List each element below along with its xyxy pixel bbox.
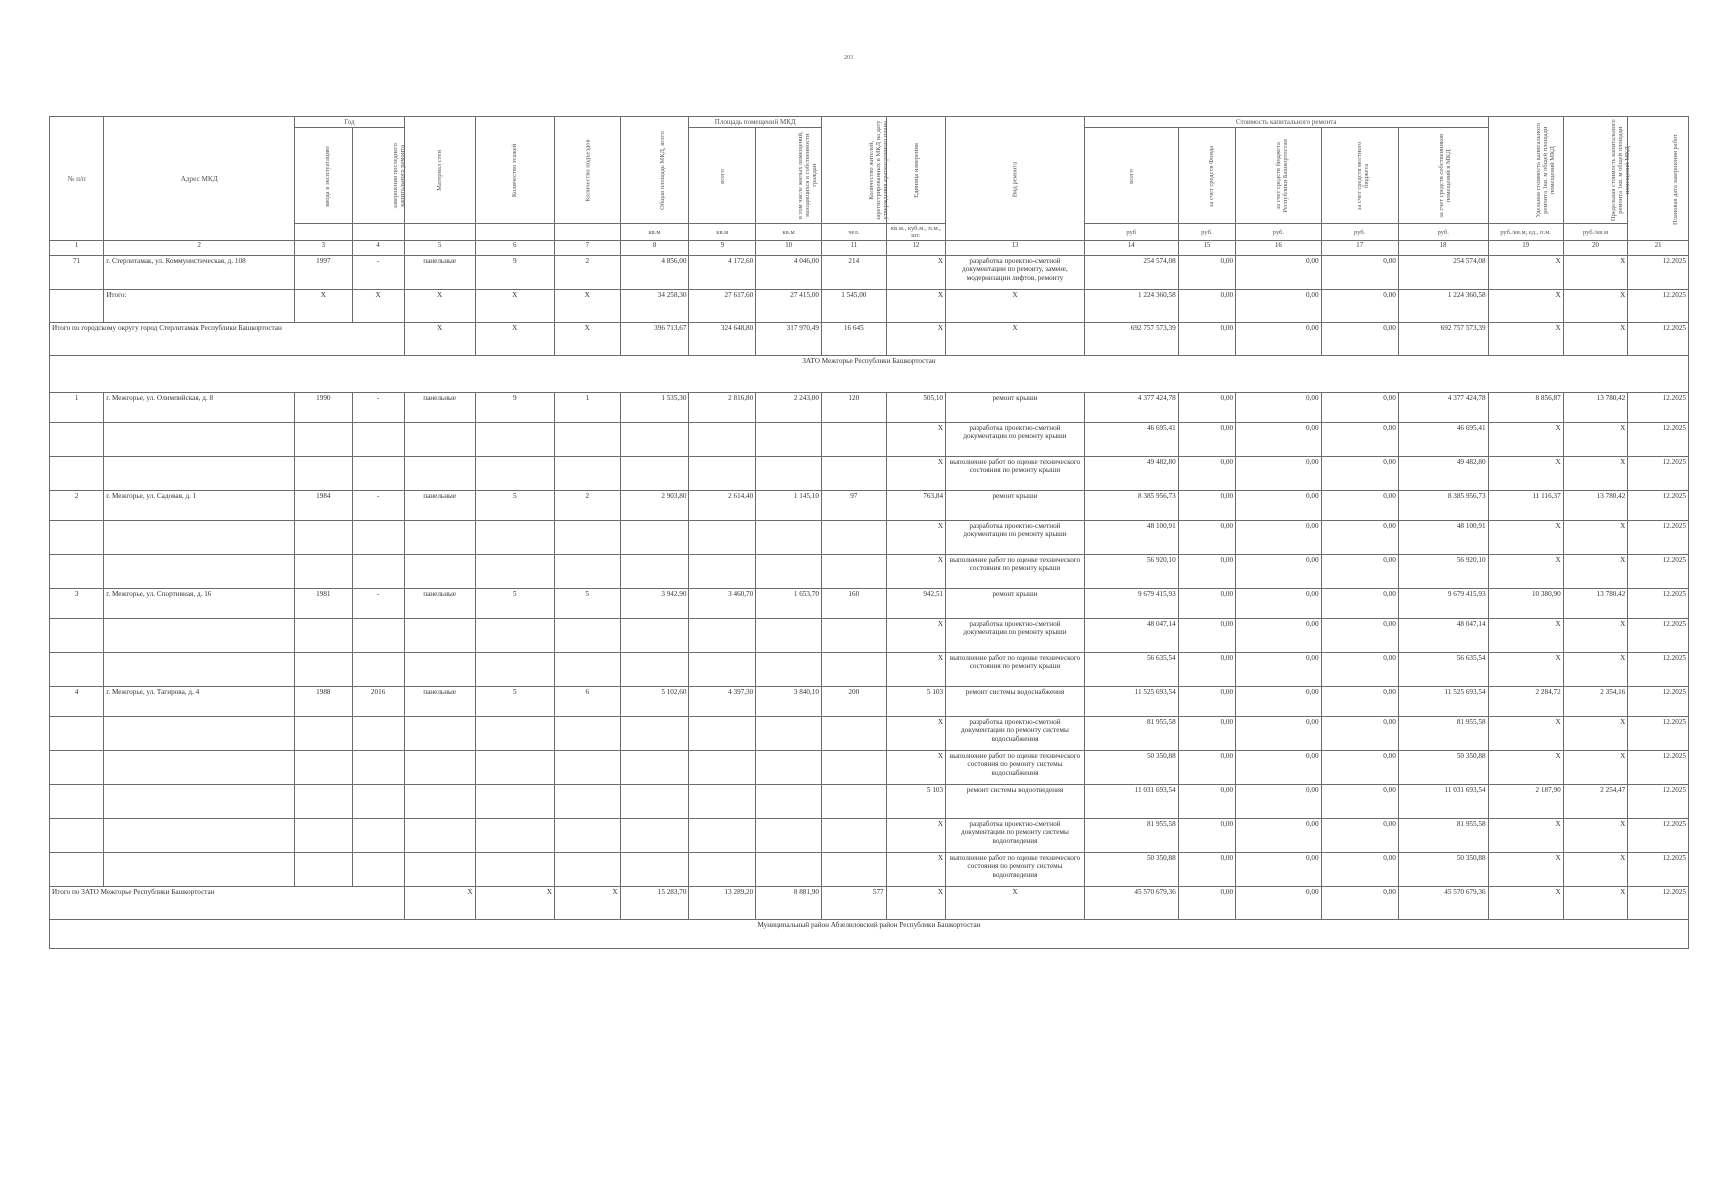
col-head-17: за счет средств местного бюджета bbox=[1321, 128, 1398, 224]
unit-10: кв.м bbox=[756, 224, 822, 241]
col-head-18: за счет средств собственников помещений в МКД bbox=[1398, 128, 1488, 224]
col-head-13: Вид ремонта bbox=[946, 117, 1085, 241]
table-row: 5 103 ремонт системы водоотведения 11 031 693,54 0,00 0,00 0,00 11 031 693,54 2 187,90 2 254,47 12.2025 bbox=[50, 785, 1689, 819]
col-head-10: в том числе жилых помещений, находящихся в собственности граждан bbox=[756, 128, 822, 224]
table-row: 71 г. Стерлитамак, ул. Коммунистическая, д. 108 1997 - панельные 9 2 4 856,00 4 172,60 4 046,00 214 X разработка проектно-сметной документации по ремонту, замене, модернизации лифтов, ремонту 254 574,08 0,00 0,00 0,00 254 574,08 X X 12.2025 bbox=[50, 256, 1689, 290]
col-head-7: Количество подъездов bbox=[554, 117, 620, 224]
unit-8: кв.м bbox=[620, 224, 689, 241]
col-head-3: ввода в эксплуатацию bbox=[295, 128, 352, 224]
unit-15: руб. bbox=[1178, 224, 1235, 241]
table-row: 3 г. Межгорье, ул. Спортивная, д. 16 1981 - панельные 5 5 3 942,90 3 460,70 1 653,70 160 942,51 ремонт крыши 9 679 415,93 0,00 0,00 0,00 9 679 415,93 10 380,90 13 780,42 12.2025 bbox=[50, 589, 1689, 619]
col-head-16: за счет средств бюджета Республики Башкортостан bbox=[1236, 128, 1322, 224]
col-group-year: Год bbox=[295, 117, 405, 128]
table-row: X выполнение работ по оценке технического состояния по ремонту системы водоснабжения 50 350,88 0,00 0,00 0,00 50 350,88 X X 12.2025 bbox=[50, 751, 1689, 785]
table-row: X разработка проектно-сметной документации по ремонту крыши 48 047,14 0,00 0,00 0,00 48 047,14 X X 12.2025 bbox=[50, 619, 1689, 653]
unit-18: руб. bbox=[1398, 224, 1488, 241]
col-head-1: № п/п bbox=[50, 117, 104, 241]
header-row-1 bbox=[50, 117, 1689, 128]
table-row: X выполнение работ по оценке технического состояния по ремонту крыши 56 920,10 0,00 0,00 0,00 56 920,10 X X 12.2025 bbox=[50, 555, 1689, 589]
col-head-12: Единица измерения bbox=[886, 117, 945, 224]
col-group-area: Площадь помещений МКД bbox=[689, 117, 822, 128]
table-row: X выполнение работ по оценке технического состояния по ремонту крыши 56 635,54 0,00 0,00 0,00 56 635,54 X X 12.2025 bbox=[50, 653, 1689, 687]
municipality-total-row: Итого по городскому округу город Стерлитамак Республики Башкортостан X X X 396 713,67 324 648,80 317 970,49 16 645 X X 692 757 573,39 0,00 0,00 0,00 692 757 573,39 X X 12.2025 bbox=[50, 323, 1689, 356]
unit-20: руб./кв.м bbox=[1563, 224, 1628, 241]
table-row: 4 г. Межгорье, ул. Тагирова, д. 4 1988 2016 панельные 5 6 5 102,60 4 397,30 3 840,10 200 5 103 ремонт системы водоснабжения 11 525 693,54 0,00 0,00 0,00 11 525 693,54 2 284,72 2 354,16 12.2025 bbox=[50, 687, 1689, 717]
col-head-15: за счет средств Фонда bbox=[1178, 128, 1235, 224]
col-head-4: завершения последнего капитального ремонта bbox=[352, 128, 404, 224]
col-head-20: Предельная стоимость капитального ремонта 1кв. м общей площади помещений МКД bbox=[1563, 117, 1628, 224]
col-head-14: всего bbox=[1084, 128, 1178, 224]
column-numbers-row: 1 2 3 4 5 6 7 8 9 10 11 12 13 14 15 16 17 18 19 20 21 bbox=[50, 241, 1689, 256]
col-head-11: Количество жителей, зарегистрированных в МКД на дату утверждения краткосрочного плана bbox=[821, 117, 886, 224]
page-number: 203 bbox=[844, 55, 853, 61]
col-head-9: всего bbox=[689, 128, 756, 224]
capital-repair-table bbox=[49, 116, 1689, 949]
table-row: 2 г. Межгорье, ул. Садовая, д. 1 1984 - панельные 5 2 2 903,80 2 614,40 1 145,10 97 763,84 ремонт крыши 8 385 956,73 0,00 0,00 0,00 8 385 956,73 11 116,37 13 780,42 12.2025 bbox=[50, 491, 1689, 521]
table-row: X разработка проектно-сметной документации по ремонту системы водоотведения 81 955,58 0,00 0,00 0,00 81 955,58 X X 12.2025 bbox=[50, 819, 1689, 853]
table-row: X разработка проектно-сметной документации по ремонту системы водоснабжения 81 955,58 0,00 0,00 0,00 81 955,58 X X 12.2025 bbox=[50, 717, 1689, 751]
section-title: Муниципальный район Абзелиловский район Республики Башкортостан bbox=[50, 920, 1689, 949]
unit-16: руб. bbox=[1236, 224, 1322, 241]
col-head-6: Количество этажей bbox=[475, 117, 554, 224]
table-row: X выполнение работ по оценке технического состояния по ремонту системы водоотведения 50 350,88 0,00 0,00 0,00 50 350,88 X X 12.2025 bbox=[50, 853, 1689, 887]
table-row: X выполнение работ по оценке технического состояния по ремонту крыши 49 482,80 0,00 0,00 0,00 49 482,80 X X 12.2025 bbox=[50, 457, 1689, 491]
unit-12: кв.м., куб.м., п.м., шт. bbox=[886, 224, 945, 241]
col-head-19: Удельная стоимость капитального ремонта 1кв. м общей площади помещений МКД bbox=[1488, 117, 1563, 224]
col-group-cost: Стоимость капитального ремонта bbox=[1084, 117, 1488, 128]
table-row: 1 г. Межгорье, ул. Олимпийская, д. 8 1990 - панельные 9 1 1 535,30 2 816,80 2 243,00 120 505,10 ремонт крыши 4 377 424,78 0,00 0,00 0,00 4 377 424,78 8 856,87 13 780,42 12.2025 bbox=[50, 393, 1689, 423]
col-head-5: Материал стен bbox=[404, 117, 475, 224]
section-header-row bbox=[50, 920, 1689, 949]
unit-14: руб bbox=[1084, 224, 1178, 241]
col-head-21: Плановая дата завершения работ bbox=[1628, 117, 1689, 241]
section-title: ЗАТО Межгорье Республики Башкортостан bbox=[50, 356, 1689, 393]
municipality-total-row: Итого по ЗАТО Межгорье Республики Башкортостан X X X 15 283,70 13 289,20 8 881,90 577 X X 45 570 679,36 0,00 0,00 0,00 45 570 679,36 X X 12.2025 bbox=[50, 887, 1689, 920]
section-header-row bbox=[50, 356, 1689, 393]
col-head-8: Общая площадь МКД, всего bbox=[620, 117, 689, 224]
unit-9: кв.м bbox=[689, 224, 756, 241]
unit-17: руб. bbox=[1321, 224, 1398, 241]
unit-19: руб./кв.м, ед., п.м. bbox=[1488, 224, 1563, 241]
col-head-2: Адрес МКД bbox=[104, 117, 295, 241]
units-row bbox=[50, 224, 1689, 241]
table-row: X разработка проектно-сметной документации по ремонту крыши 48 100,91 0,00 0,00 0,00 48 100,91 X X 12.2025 bbox=[50, 521, 1689, 555]
table-row: X разработка проектно-сметной документации по ремонту крыши 46 695,41 0,00 0,00 0,00 46 695,41 X X 12.2025 bbox=[50, 423, 1689, 457]
subtotal-row: Итого: X X X X X 34 258,30 27 617,60 27 415,00 1 545,00 X X 1 224 360,58 0,00 0,00 0,00 1 224 360,58 X X 12.2025 bbox=[50, 290, 1689, 323]
unit-11: чел. bbox=[821, 224, 886, 241]
